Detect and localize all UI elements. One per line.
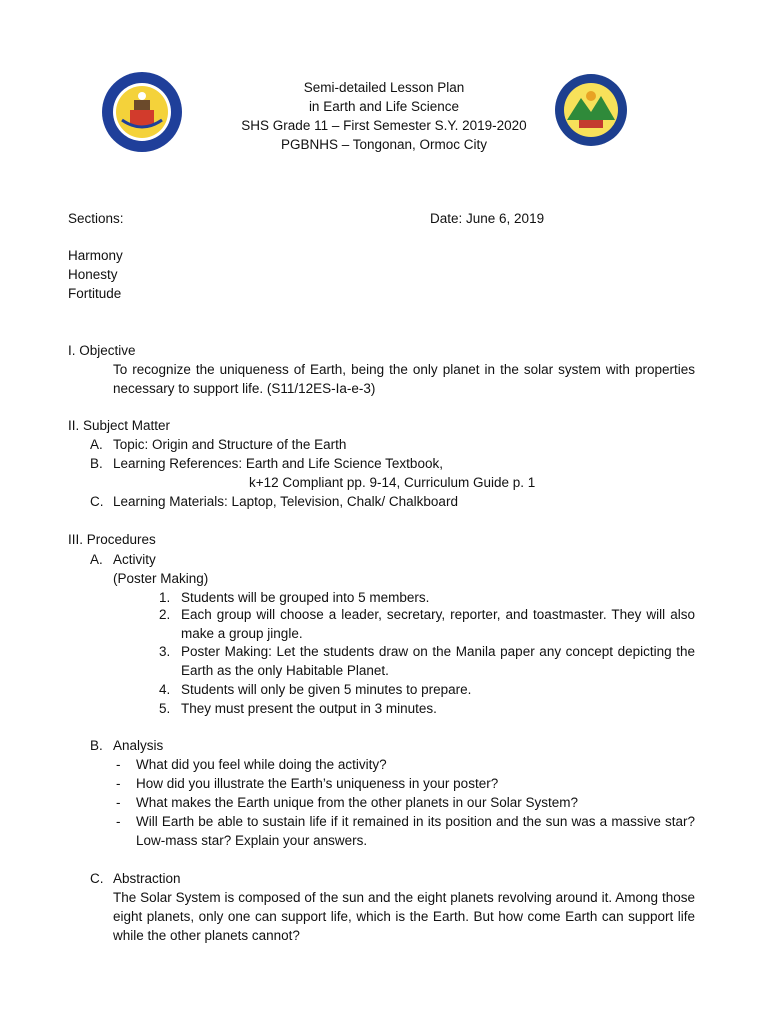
step-marker: 3.: [159, 644, 171, 659]
list-marker: C.: [90, 494, 104, 509]
bullet: -: [116, 757, 121, 772]
abstraction-text: The Solar System is composed of the sun and the eight planets revolving around it. Among those eight planets, only one can support life, which is the Earth. But how come Earth can support life while the other planets cannot?: [113, 890, 695, 943]
step-item: Students will only be given 5 minutes to prepare.: [181, 682, 472, 697]
step-marker: 2.: [159, 607, 171, 622]
procedures-heading: III. Procedures: [68, 532, 156, 547]
deped-seal-icon: [100, 70, 184, 154]
step-marker: 4.: [159, 682, 171, 697]
references-item: Learning References: Earth and Life Science Textbook,: [113, 456, 443, 471]
list-marker: C.: [90, 871, 104, 886]
list-marker: B.: [90, 456, 103, 471]
subject-matter-heading: II. Subject Matter: [68, 418, 171, 433]
analysis-title: Analysis: [113, 738, 164, 753]
step-marker: 1.: [159, 590, 171, 605]
header-title: Semi-detailed Lesson Plan: [303, 80, 465, 95]
bullet: -: [116, 814, 121, 829]
analysis-question: How did you illustrate the Earth’s uniqueness in your poster?: [136, 776, 499, 791]
document-header: [200, 78, 568, 154]
topic-item: Topic: Origin and Structure of the Earth: [113, 437, 347, 452]
objective-heading: I. Objective: [68, 343, 136, 358]
list-marker: A.: [90, 437, 103, 452]
analysis-question: What makes the Earth unique from the other planets in our Solar System?: [136, 795, 578, 810]
abstraction-title: Abstraction: [113, 871, 181, 886]
sections-label: Sections:: [68, 211, 124, 226]
header-grade: SHS Grade 11 – First Semester S.Y. 2019-2020: [241, 118, 527, 133]
analysis-question: Will Earth be able to sustain life if it remained in its position and the sun was a massive star? Low-mass star? Explain your answers.: [136, 814, 695, 848]
section-item: Honesty: [68, 267, 118, 282]
section-item: Fortitude: [68, 286, 122, 301]
materials-item: Learning Materials: Laptop, Television, Chalk/ Chalkboard: [113, 494, 458, 509]
list-marker: A.: [90, 552, 103, 567]
step-marker: 5.: [159, 701, 171, 716]
bullet: -: [116, 776, 121, 791]
references-continuation: k+12 Compliant pp. 9-14, Curriculum Guide p. 1: [249, 475, 536, 490]
step-item: Poster Making: Let the students draw on the Manila paper any concept depicting the Earth as the only Habitable Planet.: [181, 644, 695, 678]
objective-text: To recognize the uniqueness of Earth, being the only planet in the solar system with properties necessary to support life. (S11/12ES-Ia-e-3): [113, 362, 695, 396]
header-school: PGBNHS – Tongonan, Ormoc City: [280, 137, 488, 152]
step-item: They must present the output in 3 minutes.: [181, 701, 437, 716]
analysis-question: What did you feel while doing the activity?: [136, 757, 387, 772]
school-seal-icon: [553, 72, 629, 148]
step-item: Each group will choose a leader, secretary, reporter, and toastmaster. They will also make a group jingle.: [181, 607, 695, 641]
bullet: -: [116, 795, 121, 810]
section-item: Harmony: [68, 248, 123, 263]
activity-subtitle: (Poster Making): [113, 571, 209, 586]
list-marker: B.: [90, 738, 103, 753]
header-subject: in Earth and Life Science: [308, 99, 460, 114]
step-item: Students will be grouped into 5 members.: [181, 590, 430, 605]
date-label: Date: June 6, 2019: [430, 211, 545, 226]
activity-title: Activity: [113, 552, 156, 567]
